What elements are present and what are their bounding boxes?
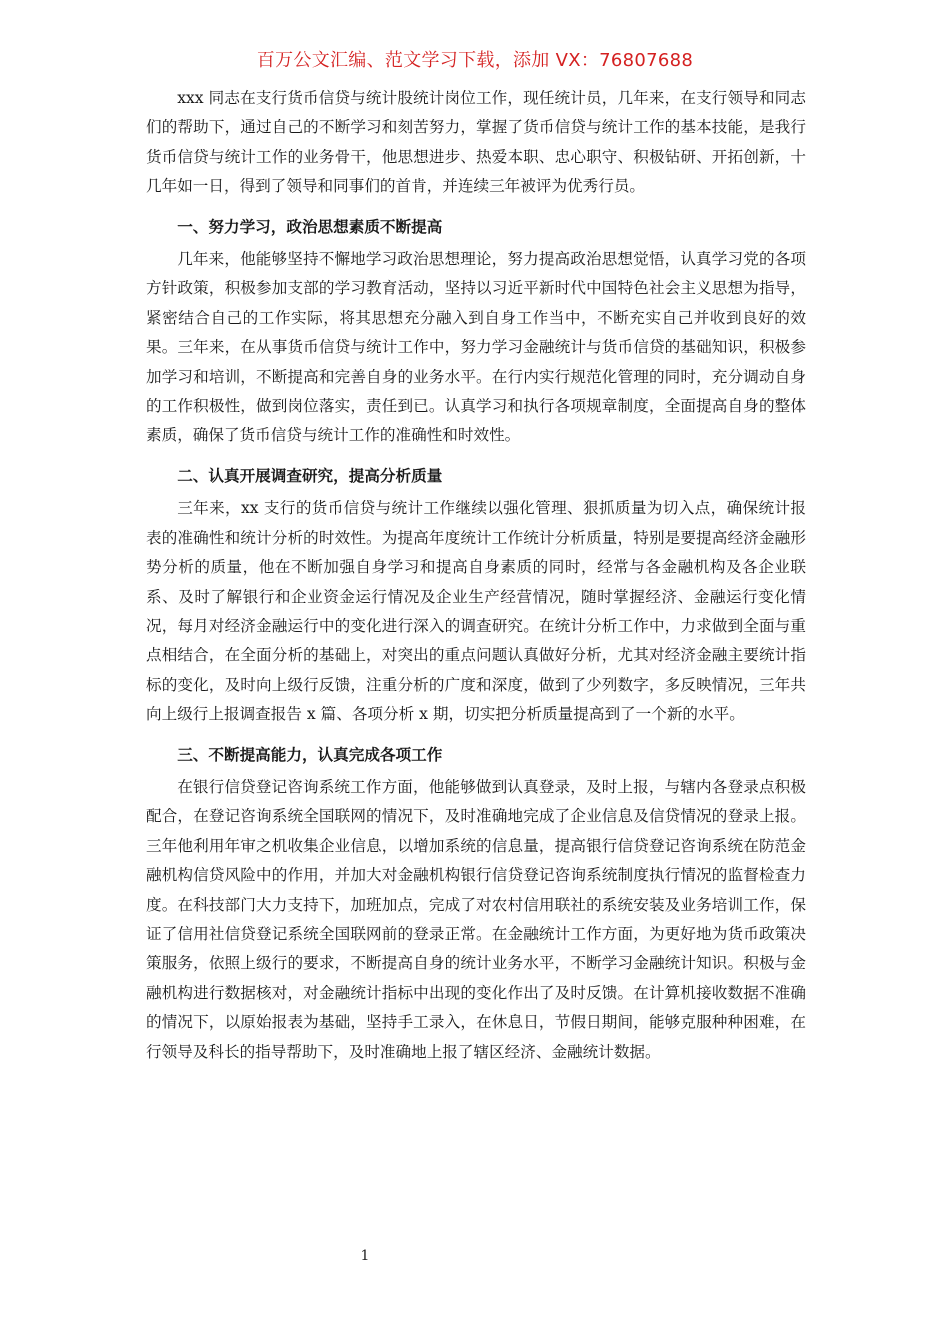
section-heading-1: 一、努力学习，政治思想素质不断提高 (177, 216, 443, 236)
section-heading-2: 二、认真开展调查研究，提高分析质量 (177, 465, 443, 485)
watermark-banner: 百万公文汇编、范文学习下载，添加 VX：76807688 (256, 50, 694, 71)
document-body (146, 84, 806, 1067)
page-number: 1 (360, 1248, 370, 1264)
section-paragraph-1: 几年来，他能够坚持不懈地学习政治思想理论，努力提高政治思想觉悟，认真学习党的各项方针政策，积极参加支部的学习教育活动，坚持以习近平新时代中国特色社会主义思想为指导，紧密结合自己的工作实际，将其思想充分融入到自身工作当中，不断充实自己并收到良好的效果。三年来，在从事货币信贷与统计工作中，努力学习金融统计与货币信贷的基础知识，积极参加学习和培训，不断提高和完善自身的业务水平。在行内实行规范化管理的同时，充分调动自身的工作积极性，做到岗位落实，责任到已。认真学习和执行各项规章制度，全面提高自身的整体素质，确保了货币信贷与统计工作的准确性和时效性。 (146, 250, 806, 445)
intro-paragraph: xxx 同志在支行货币信贷与统计股统计岗位工作，现任统计员，几年来，在支行领导和同志们的帮助下，通过自己的不断学习和刻苦努力，掌握了货币信贷与统计工作的基本技能，是我行货币信贷与统计工作的业务骨干，他思想进步、热爱本职、忠心职守、积极钻研、开拓创新，十几年如一日，得到了领导和同事们的首肯，并连续三年被评为优秀行员。 (146, 89, 806, 196)
section-paragraph-3: 在银行信贷登记咨询系统工作方面，他能够做到认真登录，及时上报，与辖内各登录点积极配合，在登记咨询系统全国联网的情况下，及时准确地完成了企业信息及信贷情况的登录上报。三年他利用年审之机收集企业信息，以增加系统的信息量，提高银行信贷登记咨询系统在防范金融机构信贷风险中的作用，并加大对金融机构银行信贷登记咨询系统制度执行情况的监督检查力度。在科技部门大力支持下，加班加点，完成了对农村信用联社的系统安装及业务培训工作，保证了信用社信贷登记系统全国联网前的登录正常。在金融统计工作方面，为更好地为货币政策决策服务，依照上级行的要求，不断提高自身的统计业务水平，不断学习金融统计知识。积极与金融机构进行数据核对，对金融统计指标中出现的变化作出了及时反馈。在计算机接收数据不准确的情况下，以原始报表为基础，坚持手工录入，在休息日，节假日期间，能够克服种种困难，在行领导及科长的指导帮助下，及时准确地上报了辖区经济、金融统计数据。 (146, 777, 806, 1061)
section-paragraph-2: 三年来，xx 支行的货币信贷与统计工作继续以强化管理、狠抓质量为切入点，确保统计报表的准确性和统计分析的时效性。为提高年度统计工作统计分析质量，特别是要提高经济金融形势分析的质量，他在不断加强自身学习和提高自身素质的同时，经常与各金融机构及各企业联系、及时了解银行和企业资金运行情况及企业生产经营情况，随时掌握经济、金融运行变化情况，每月对经济金融运行中的变化进行深入的调查研究。在统计分析工作中，力求做到全面与重点相结合，在全面分析的基础上，对突出的重点问题认真做好分析，尤其对经济金融主要统计指标的变化，及时向上级行反馈，注重分析的广度和深度，做到了少列数字，多反映情况，三年共向上级行上报调查报告 x 篇、各项分析 x 期，切实把分析质量提高到了一个新的水平。 (146, 499, 806, 724)
section-heading-3: 三、不断提高能力，认真完成各项工作 (177, 744, 443, 764)
